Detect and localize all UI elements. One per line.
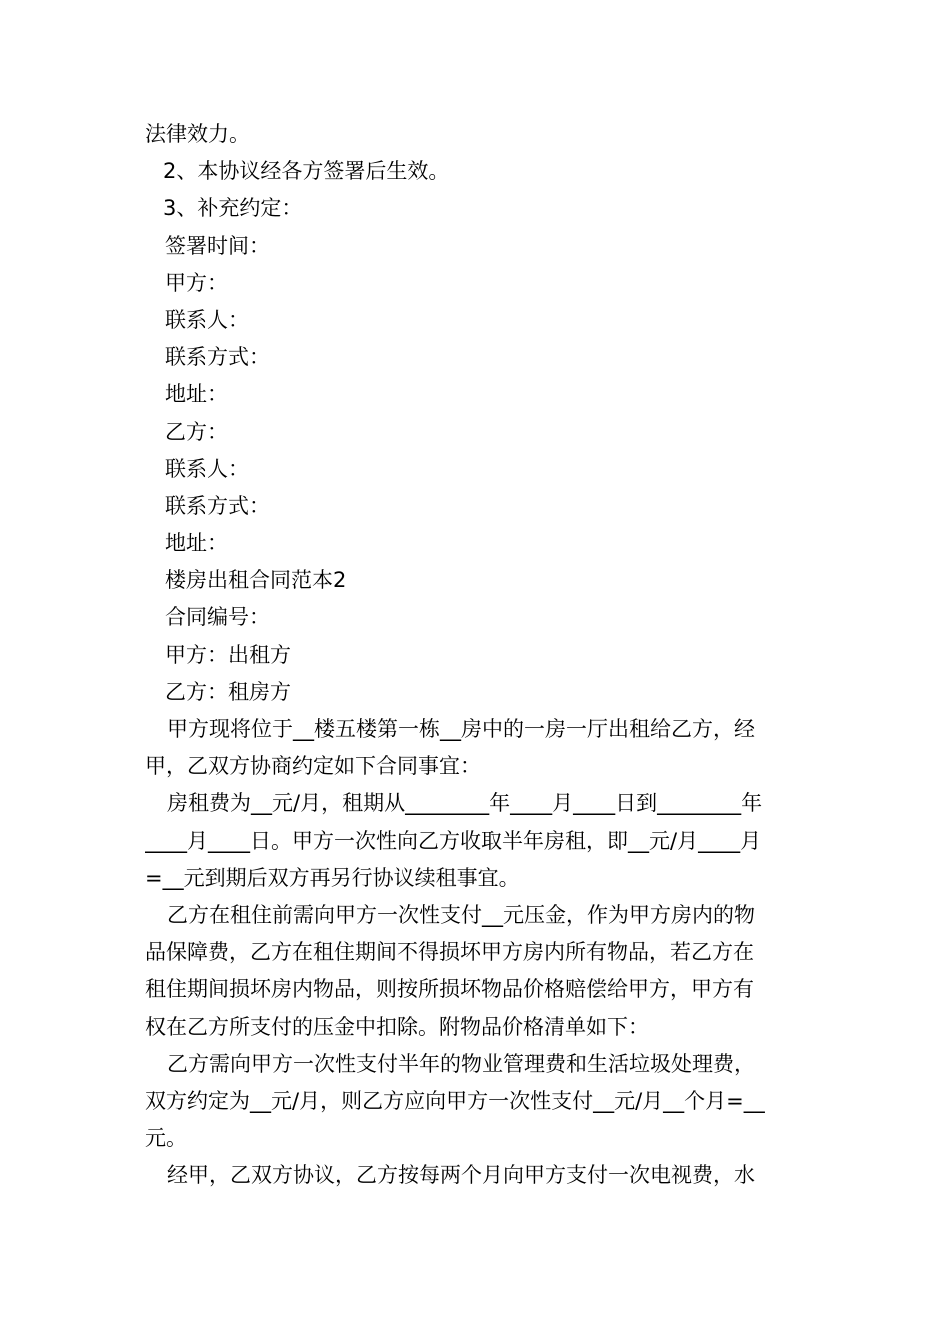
paragraph-line: 经甲，乙双方协议，乙方按每两个月向甲方支付一次电视费，水 [167,1163,755,1188]
party-b-role: 乙方：租房方 [165,679,291,704]
text-line: 法律效力。 [145,122,250,146]
paragraph-1 [145,711,807,785]
party-b-contact-label: 联系人： [165,456,249,481]
paragraph-line: 甲方现将位于__楼五楼第一栋__房中的一房一厅出租给乙方，经 [167,717,755,741]
paragraph-line: 品保障费，乙方在租住期间不得损坏甲方房内所有物品，若乙方在 [145,940,754,965]
party-b-label: 乙方： [165,419,228,444]
paragraph-line: 乙方需向甲方一次性支付半年的物业管理费和生活垃圾处理费， [167,1051,755,1076]
paragraph-line: 租住期间损坏房内物品，则按所损坏物品价格赔偿给甲方，甲方有 [145,977,754,1002]
paragraph-line: 房租费为__元/月，租期从________年____月____日到________年 [167,791,763,816]
party-a-label: 甲方： [165,270,228,295]
contract-number-label: 合同编号： [165,605,270,630]
party-a-contact-label: 联系人： [165,307,249,332]
party-b-address-label: 地址： [165,531,228,556]
party-a-address-label: 地址： [165,382,228,407]
paragraph-line: 乙方在租住前需向甲方一次性支付__元压金，作为甲方房内的物 [167,902,755,927]
paragraph-5 [145,1157,807,1194]
paragraph-line: 元。 [145,1126,187,1151]
paragraph-line: =__元到期后双方再另行协议续租事宜。 [145,865,520,890]
party-b-phone-label: 联系方式： [165,493,270,518]
paragraph-3 [145,897,807,1046]
party-a-phone-label: 联系方式： [165,345,270,370]
sign-date-label: 签署时间： [165,233,270,258]
paragraph-line: 权在乙方所支付的压金中扣除。附物品价格清单如下： [145,1014,649,1039]
paragraph-line: ____月____日。甲方一次性向乙方收取半年房租，即__元/月____月 [145,828,762,853]
clause-2: 2、本协议经各方签署后生效。 [163,159,450,184]
paragraph-4 [145,1046,807,1158]
party-a-role: 甲方：出租方 [165,642,291,667]
section-title: 楼房出租合同范本2 [165,568,347,593]
paragraph-line: 甲，乙双方协商约定如下合同事宜： [145,754,481,779]
document-body [145,116,807,1194]
clause-3: 3、补充约定： [163,196,303,221]
paragraph-2 [145,785,807,897]
paragraph-line: 双方约定为__元/月，则乙方应向甲方一次性支付__元/月__个月=__ [145,1088,765,1113]
